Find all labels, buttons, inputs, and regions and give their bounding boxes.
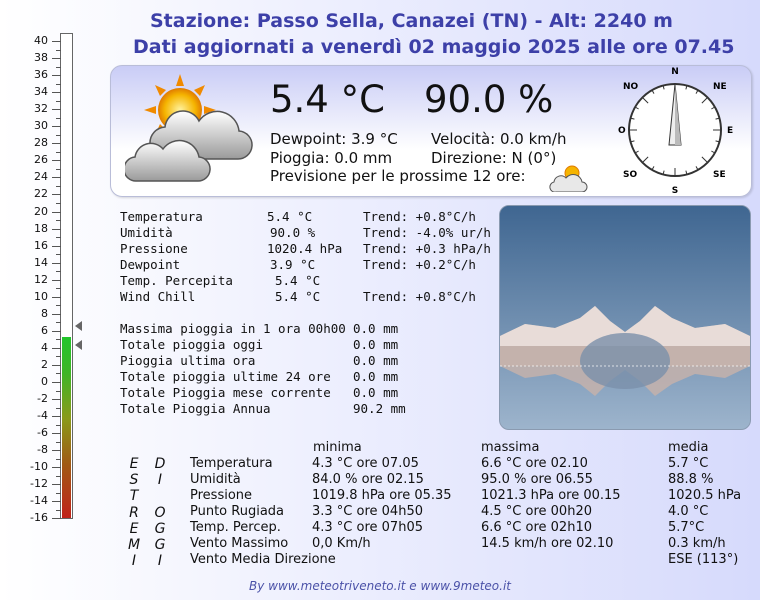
rain-label: Totale Pioggia Annua	[120, 401, 271, 416]
scale-tick	[52, 109, 61, 110]
scale-minor-tick	[56, 288, 61, 289]
trend-value: 3.9 °C	[270, 257, 316, 272]
trend-value: 5.4 °C	[275, 289, 321, 304]
col-header-min: minima	[313, 440, 362, 455]
scale-tick	[52, 382, 61, 383]
trend-rate: Trend: +0.3 hPa/h	[363, 241, 491, 256]
scale-label: -2	[37, 392, 48, 406]
scale-minor-tick	[56, 271, 61, 272]
scale-minor-tick	[56, 373, 61, 374]
max-temp-marker	[75, 321, 82, 331]
extremes-label: Temp. Percep.	[190, 520, 281, 535]
trend-rate: Trend: +0.8°C/h	[363, 209, 476, 224]
vertical-letter: T	[129, 488, 139, 505]
partly-cloudy-icon	[125, 72, 255, 187]
compass-ne: NE	[713, 82, 727, 92]
extremes-avg: 5.7 °C	[668, 456, 709, 471]
scale-minor-tick	[56, 237, 61, 238]
partly-cloudy-small-icon	[548, 162, 588, 192]
scale-minor-tick	[56, 135, 61, 136]
update-time: Dati aggiornati a venerdì 02 maggio 2025 alle ore 07.45	[133, 36, 735, 58]
scale-tick	[52, 450, 61, 451]
scale-label: 0	[41, 375, 48, 388]
trend-label: Umidità	[120, 225, 173, 240]
scale-tick	[52, 297, 61, 298]
scale-minor-tick	[56, 220, 61, 221]
vertical-letter: I	[131, 553, 137, 570]
compass	[615, 67, 740, 195]
scale-label: 40	[34, 34, 48, 47]
trend-value: 5.4 °C	[267, 209, 313, 224]
scale-minor-tick	[56, 169, 61, 170]
scale-minor-tick	[56, 322, 61, 323]
footer-credits[interactable]: By www.meteotriveneto.it e www.9meteo.it	[249, 579, 511, 593]
vertical-letter: I	[157, 472, 163, 489]
extremes-min: 84.0 % ore 02.15	[312, 472, 424, 487]
extremes-min: 1019.8 hPa ore 05.35	[312, 488, 452, 503]
scale-minor-tick	[56, 339, 61, 340]
scale-label: 28	[34, 136, 48, 150]
forecast-label: Previsione per le prossime 12 ore:	[270, 167, 526, 185]
scale-label: 24	[34, 170, 48, 184]
wind-speed: Velocità: 0.0 km/h	[431, 130, 567, 148]
extremes-avg: 0.3 km/h	[668, 536, 726, 551]
rain-value: 90.2 mm	[353, 401, 406, 416]
scale-minor-tick	[56, 459, 61, 460]
scale-label: 8	[41, 306, 48, 320]
scale-tick	[52, 399, 61, 400]
compass-se: SE	[713, 170, 726, 180]
extremes-label: Temperatura	[190, 456, 273, 471]
scale-tick	[52, 143, 61, 144]
extremes-max: 1021.3 hPa ore 00.15	[481, 488, 621, 503]
extremes-min: 4.3 °C ore 07.05	[312, 456, 419, 471]
rain-label: Massima pioggia in 1 ora 00h00	[120, 321, 346, 336]
rain-label: Totale pioggia ultime 24 ore	[120, 369, 331, 384]
scale-minor-tick	[56, 391, 61, 392]
scale-label: -12	[30, 477, 48, 491]
scale-label: 26	[34, 153, 48, 167]
vertical-letter: G	[154, 520, 166, 537]
trend-value: 5.4 °C	[275, 273, 321, 288]
scale-minor-tick	[56, 152, 61, 153]
scale-tick	[52, 229, 61, 230]
scale-minor-tick	[56, 510, 61, 511]
col-header-max: massima	[481, 440, 540, 455]
wind-direction: Direzione: N (0°)	[431, 149, 557, 167]
extremes-label: Pressione	[190, 488, 253, 503]
extremes-avg: 5.7°C	[668, 520, 705, 535]
trend-rate: Trend: +0.2°C/h	[363, 257, 476, 272]
rain-value: 0.0 mm	[353, 385, 399, 400]
scale-tick	[52, 160, 61, 161]
scale-minor-tick	[56, 84, 61, 85]
scale-minor-tick	[56, 118, 61, 119]
scale-tick	[52, 58, 61, 59]
scale-label: 30	[34, 119, 48, 133]
extremes-avg: 1020.5 hPa	[668, 488, 742, 503]
scale-tick	[52, 365, 61, 366]
trend-label: Wind Chill	[120, 289, 196, 304]
compass-n: N	[671, 67, 679, 77]
thermometer-tube	[60, 33, 73, 519]
scale-tick	[52, 177, 61, 178]
scale-label: 20	[34, 204, 48, 218]
rain-value: 0.0 mm	[353, 337, 399, 352]
scale-label: -6	[37, 426, 48, 440]
scale-tick	[52, 484, 61, 485]
extremes-min: 4.3 °C ore 07h05	[312, 520, 423, 535]
scale-label: -14	[30, 494, 48, 508]
scale-tick	[52, 416, 61, 417]
vertical-letter: S	[129, 472, 139, 489]
rain-label: Totale Pioggia mese corrente	[120, 385, 331, 400]
extremes-max: 14.5 km/h ore 02.10	[481, 536, 614, 551]
scale-tick	[52, 348, 61, 349]
current-temperature: 5.4 °C	[270, 78, 385, 121]
trend-label: Temperatura	[120, 209, 203, 224]
scale-label: -10	[30, 460, 48, 474]
scale-label: 14	[34, 255, 48, 269]
scale-minor-tick	[56, 442, 61, 443]
compass-o: O	[618, 126, 626, 136]
extremes-label: Punto Rugiada	[190, 504, 285, 519]
scale-label: -8	[37, 443, 48, 457]
trend-value: 1020.4 hPa	[267, 241, 343, 256]
extremes-max: 6.6 °C ore 02.10	[481, 456, 588, 471]
rain: Pioggia: 0.0 mm	[270, 149, 393, 167]
scale-tick	[52, 331, 61, 332]
scale-minor-tick	[56, 425, 61, 426]
extremes-label: Umidità	[190, 472, 241, 487]
scale-minor-tick	[56, 67, 61, 68]
scale-tick	[52, 467, 61, 468]
scale-label: 34	[34, 85, 48, 99]
extremes-avg: ESE (113°)	[668, 552, 739, 567]
rain-value: 0.0 mm	[353, 353, 399, 368]
scale-label: -4	[37, 409, 48, 423]
scale-minor-tick	[56, 356, 61, 357]
vertical-letter: D	[154, 456, 166, 472]
scale-minor-tick	[56, 408, 61, 409]
trend-value: 90.0 %	[270, 225, 316, 240]
extremes-min: 0,0 Km/h	[312, 536, 371, 551]
trend-label: Dewpoint	[120, 257, 181, 272]
scale-minor-tick	[56, 254, 61, 255]
rain-value: 0.0 mm	[353, 369, 399, 384]
compass-e: E	[727, 126, 734, 136]
vertical-letter: O	[154, 504, 166, 521]
extremes-avg: 88.8 %	[668, 472, 714, 487]
vertical-letter: E	[129, 520, 139, 537]
scale-label: 10	[34, 289, 48, 303]
scale-tick	[52, 501, 61, 502]
scale-tick	[52, 280, 61, 281]
station-title: Stazione: Passo Sella, Canazei (TN) - Alt: 2240 m	[150, 10, 673, 32]
scale-label: 38	[34, 51, 48, 65]
extremes-label: Vento Massimo	[190, 536, 289, 551]
col-header-avg: media	[668, 440, 709, 455]
scale-minor-tick	[56, 203, 61, 204]
trend-label: Pressione	[120, 241, 188, 256]
extremes-avg: 4.0 °C	[668, 504, 709, 519]
trend-rate: Trend: -4.0% ur/h	[363, 225, 491, 240]
extremes-max: 6.6 °C ore 02h10	[481, 520, 592, 535]
scale-label: 6	[41, 323, 48, 337]
extremes-max: 4.5 °C ore 00h20	[481, 504, 592, 519]
rain-label: Pioggia ultima ora	[120, 353, 256, 368]
vertical-letter: R	[129, 504, 139, 521]
scale-label: 2	[41, 357, 48, 371]
vertical-letter: I	[157, 553, 163, 570]
scale-tick	[52, 263, 61, 264]
scale-label: 18	[34, 221, 48, 235]
scale-tick	[52, 41, 61, 42]
scale-tick	[52, 194, 61, 195]
scale-label: 16	[34, 238, 48, 252]
scale-tick	[52, 212, 61, 213]
scale-tick	[52, 314, 61, 315]
extremes-max: 95.0 % ore 06.55	[481, 472, 593, 487]
extremes-label: Vento Media Direzione	[190, 552, 336, 567]
trend-rate: Trend: +0.8°C/h	[363, 289, 476, 304]
rain-label: Totale pioggia oggi	[120, 337, 263, 352]
scale-tick	[52, 518, 61, 519]
scale-minor-tick	[56, 476, 61, 477]
trend-label: Temp. Percepita	[120, 273, 233, 288]
compass-so: SO	[623, 170, 638, 180]
scale-minor-tick	[56, 305, 61, 306]
scale-tick	[52, 433, 61, 434]
scale-tick	[52, 75, 61, 76]
webcam-image	[499, 205, 751, 430]
vertical-letter: E	[129, 456, 139, 472]
scale-label: -16	[30, 511, 48, 525]
vertical-letter: M	[127, 537, 141, 553]
compass-no: NO	[623, 82, 639, 92]
thermometer-fill	[62, 337, 71, 518]
scale-label: 36	[34, 68, 48, 82]
min-temp-marker	[75, 340, 82, 350]
scale-minor-tick	[56, 101, 61, 102]
scale-label: 12	[34, 272, 48, 286]
current-humidity: 90.0 %	[424, 78, 554, 121]
scale-tick	[52, 126, 61, 127]
scale-tick	[52, 92, 61, 93]
scale-label: 22	[34, 187, 48, 201]
scale-tick	[52, 246, 61, 247]
scale-minor-tick	[56, 50, 61, 51]
extremes-min: 3.3 °C ore 04h50	[312, 504, 423, 519]
scale-minor-tick	[56, 186, 61, 187]
vertical-letter: G	[154, 537, 166, 553]
scale-label: 4	[41, 340, 48, 354]
compass-s: S	[671, 186, 679, 195]
scale-minor-tick	[56, 493, 61, 494]
rain-value: 0.0 mm	[353, 321, 399, 336]
dewpoint: Dewpoint: 3.9 °C	[270, 130, 398, 148]
scale-label: 32	[34, 102, 48, 116]
